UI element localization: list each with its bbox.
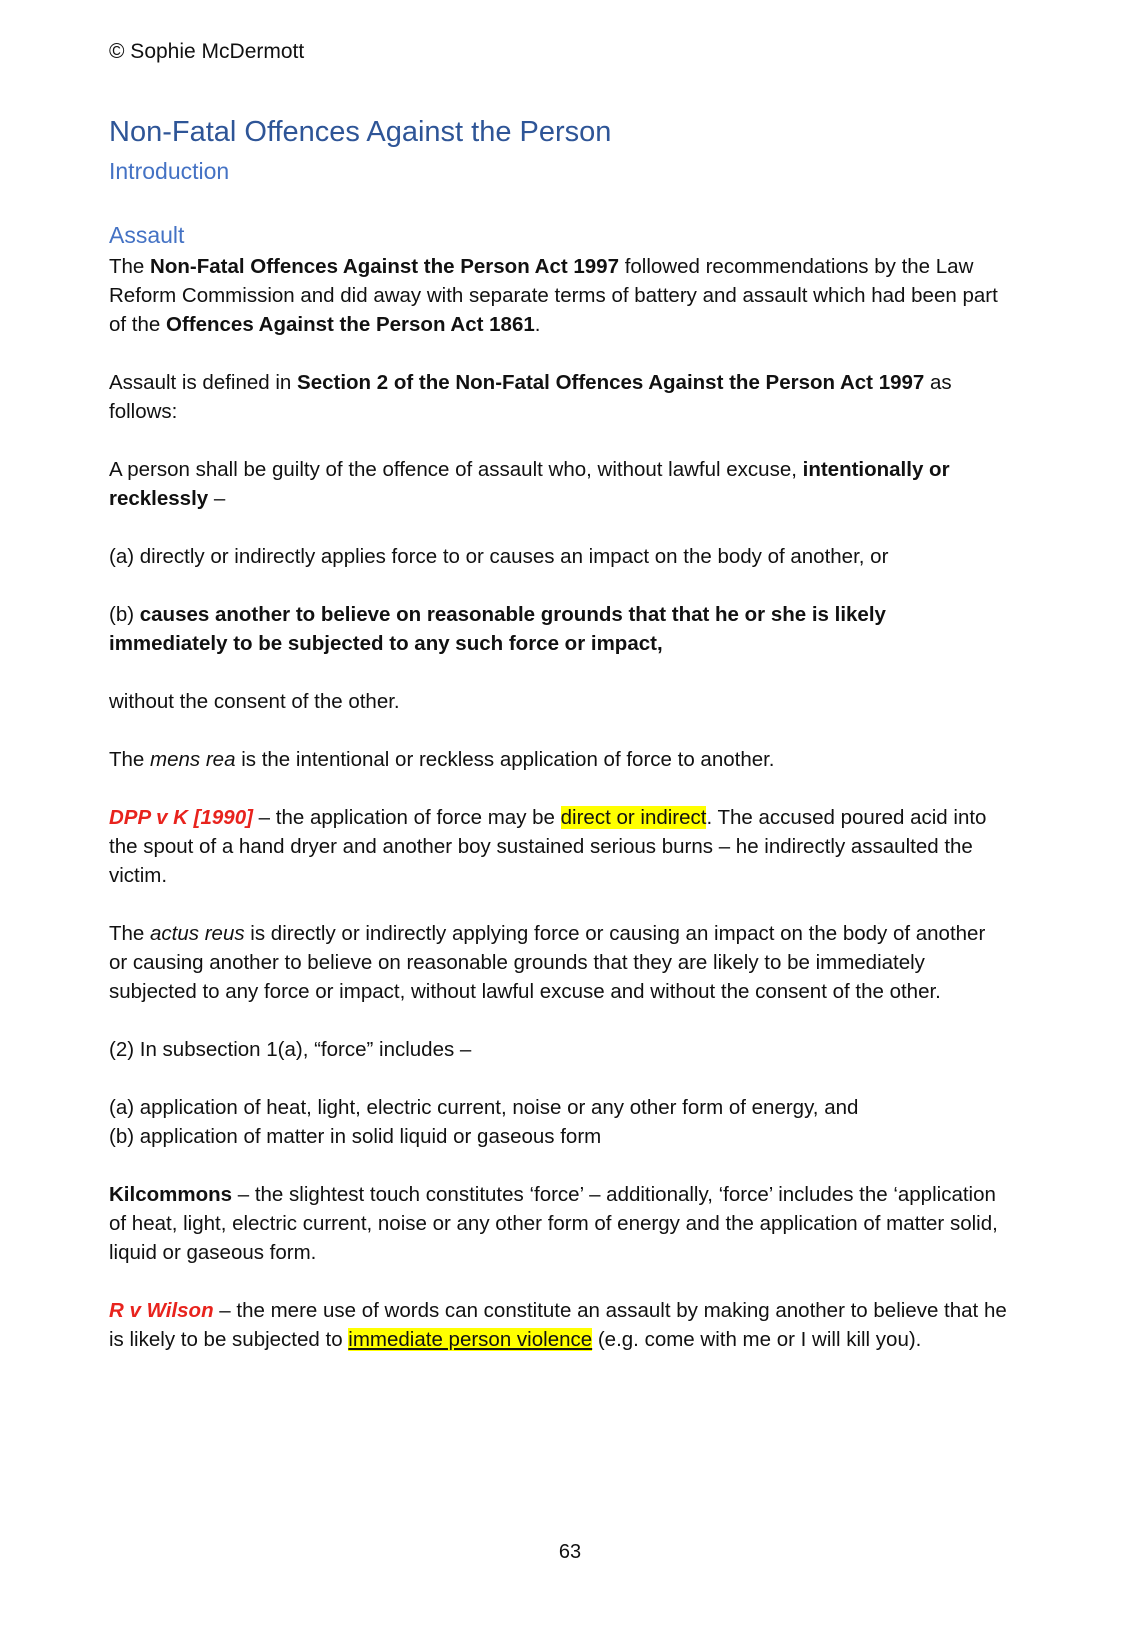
clause-b: (b) causes another to believe on reasonable grounds that that he or she is likely immediately to be subjected to any such force or impact, [109,603,886,655]
paragraph-definition: Assault is defined in Section 2 of the Non-Fatal Offences Against the Person Act 1997 as follows: [109,371,952,423]
clause-consent: without the consent of the other. [109,690,400,713]
page-number: 63 [558,1541,582,1563]
paragraph-actus-reus: The actus reus is directly or indirectly applying force or causing an impact on the body of another or causing another to believe on reasonable grounds that they are likely to be immediately subjected to any force or impact, without lawful excuse and without the consent of the other. [109,922,986,1003]
subtitle: Introduction [109,158,230,184]
force-item-b: (b) application of matter in solid liquid or gaseous form [109,1125,602,1148]
force-item-a: (a) application of heat, light, electric current, noise or any other form of energy, and [109,1096,859,1119]
body-text [109,252,1009,1383]
paragraph-mens-rea: The mens rea is the intentional or reckless application of force to another. [109,748,775,771]
paragraph-intro: The Non-Fatal Offences Against the Person Act 1997 followed recommendations by the Law Reform Commission and did away with separate terms of battery and assault which had been part of the Offences Against the Person Act 1861. [109,255,998,336]
case-name: DPP v K [1990] [109,806,253,829]
paragraph-kilcommons: Kilcommons – the slightest touch constitutes ‘force’ – additionally, ‘force’ includes the ‘application of heat, light, electric current, noise or any other form of energy and the application of matter solid, liquid or gaseous form. [109,1183,998,1264]
paragraph-statute-lead: A person shall be guilty of the offence of assault who, without lawful excuse, intentionally or recklessly – [109,458,950,510]
highlight: immediate person violence [348,1328,593,1351]
copyright-header: © Sophie McDermott [109,40,305,63]
paragraph-force-def: (2) In subsection 1(a), “force” includes – [109,1038,472,1061]
paragraph-dpp-v-k: DPP v K [1990] – the application of force may be direct or indirect. The accused poured acid into the spout of a hand dryer and another boy sustained serious burns – he indirectly assaulted the victim. [109,806,987,887]
highlight: direct or indirect [560,806,707,829]
clause-a: (a) directly or indirectly applies force to or causes an impact on the body of another, or [109,545,889,568]
page-title: Non-Fatal Offences Against the Person [109,116,612,148]
section-heading: Assault [109,222,185,248]
paragraph-r-v-wilson: R v Wilson – the mere use of words can constitute an assault by making another to believe that he is likely to be subjected to immediate person violence (e.g. come with me or I will kill you). [109,1299,1007,1351]
case-name: R v Wilson [109,1299,214,1322]
